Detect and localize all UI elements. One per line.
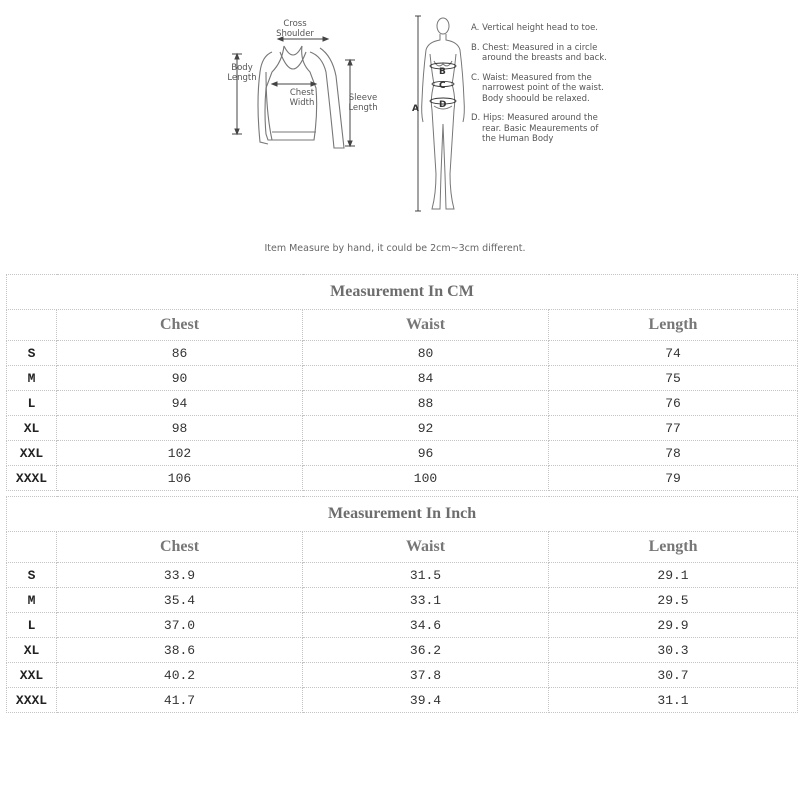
- tag-a: A: [412, 104, 419, 114]
- table-row: [7, 341, 798, 366]
- measure-note: Item Measure by hand, it could be 2cm~3cm different.: [264, 243, 526, 254]
- length-cell: 75: [549, 366, 798, 391]
- tag-b: B: [439, 67, 446, 77]
- waist-cell: 33.1: [303, 588, 549, 613]
- waist-cell: 36.2: [303, 638, 549, 663]
- chest-cell: 102: [57, 441, 303, 466]
- waist-cell: 34.6: [303, 613, 549, 638]
- length-cell: 30.3: [549, 638, 798, 663]
- tag-c: C: [439, 81, 446, 91]
- size-cell: XL: [7, 416, 57, 441]
- size-cell: XXXL: [7, 466, 57, 491]
- chest-cell: 33.9: [57, 563, 303, 588]
- size-cell: XXL: [7, 663, 57, 688]
- table-header-row: [7, 310, 798, 341]
- definition-c: C. Waist: Measured from the narrowest point of the waist. Body shoould be relaxed.: [471, 72, 605, 104]
- header-size: [7, 310, 57, 341]
- definition-b: B. Chest: Measured in a circle around the breasts and back.: [471, 42, 607, 63]
- inch-size-table: [6, 496, 798, 713]
- chest-cell: 86: [57, 341, 303, 366]
- waist-cell: 96: [303, 441, 549, 466]
- tag-d: D: [439, 100, 447, 110]
- length-cell: 76: [549, 391, 798, 416]
- size-cell: S: [7, 341, 57, 366]
- size-cell: XXXL: [7, 688, 57, 713]
- chest-cell: 94: [57, 391, 303, 416]
- header-size: [7, 532, 57, 563]
- length-cell: 77: [549, 416, 798, 441]
- chest-cell: 38.6: [57, 638, 303, 663]
- waist-cell: 37.8: [303, 663, 549, 688]
- length-cell: 31.1: [549, 688, 798, 713]
- size-cell: L: [7, 613, 57, 638]
- table-row: [7, 613, 798, 638]
- length-cell: 29.9: [549, 613, 798, 638]
- chest-cell: 106: [57, 466, 303, 491]
- size-cell: M: [7, 588, 57, 613]
- chest-width-label: Chest Width: [289, 88, 315, 108]
- table-row: [7, 563, 798, 588]
- cm-size-table: [6, 274, 798, 491]
- header-chest: Chest: [57, 532, 303, 563]
- definition-a: A. Vertical height head to toe.: [471, 23, 599, 33]
- waist-cell: 31.5: [303, 563, 549, 588]
- table-title: Measurement In Inch: [7, 497, 798, 532]
- size-cell: L: [7, 391, 57, 416]
- waist-cell: 84: [303, 366, 549, 391]
- chest-cell: 41.7: [57, 688, 303, 713]
- cross-shoulder-label: Cross Shoulder: [276, 19, 314, 39]
- chest-cell: 35.4: [57, 588, 303, 613]
- measurement-definitions: [471, 23, 611, 154]
- length-cell: 74: [549, 341, 798, 366]
- table-title-row: [7, 275, 798, 310]
- table-row: [7, 391, 798, 416]
- length-cell: 29.1: [549, 563, 798, 588]
- table-row: [7, 688, 798, 713]
- header-length: Length: [549, 310, 798, 341]
- length-cell: 78: [549, 441, 798, 466]
- definition-d: D. Hips: Measured around the rear. Basic Meaurements of the Human Body: [471, 113, 599, 144]
- size-cell: XL: [7, 638, 57, 663]
- table-header-row: [7, 532, 798, 563]
- waist-cell: 100: [303, 466, 549, 491]
- table-title: Measurement In CM: [7, 275, 798, 310]
- header-waist: Waist: [303, 532, 549, 563]
- length-cell: 30.7: [549, 663, 798, 688]
- waist-cell: 80: [303, 341, 549, 366]
- measurement-illustration: [0, 0, 800, 265]
- chest-cell: 40.2: [57, 663, 303, 688]
- length-cell: 29.5: [549, 588, 798, 613]
- table-row: [7, 466, 798, 491]
- human-body-sketch: [410, 14, 476, 216]
- sleeve-length-label: Sleeve Length: [348, 93, 378, 113]
- header-length: Length: [549, 532, 798, 563]
- chest-cell: 90: [57, 366, 303, 391]
- length-cell: 79: [549, 466, 798, 491]
- size-cell: XXL: [7, 441, 57, 466]
- table-row: [7, 416, 798, 441]
- table-title-row: [7, 497, 798, 532]
- table-row: [7, 638, 798, 663]
- body-length-label: Body Length: [227, 63, 257, 83]
- table-row: [7, 588, 798, 613]
- size-cell: M: [7, 366, 57, 391]
- table-row: [7, 366, 798, 391]
- chest-cell: 37.0: [57, 613, 303, 638]
- chest-cell: 98: [57, 416, 303, 441]
- header-waist: Waist: [303, 310, 549, 341]
- header-chest: Chest: [57, 310, 303, 341]
- waist-cell: 39.4: [303, 688, 549, 713]
- table-row: [7, 663, 798, 688]
- waist-cell: 92: [303, 416, 549, 441]
- table-row: [7, 441, 798, 466]
- waist-cell: 88: [303, 391, 549, 416]
- size-cell: S: [7, 563, 57, 588]
